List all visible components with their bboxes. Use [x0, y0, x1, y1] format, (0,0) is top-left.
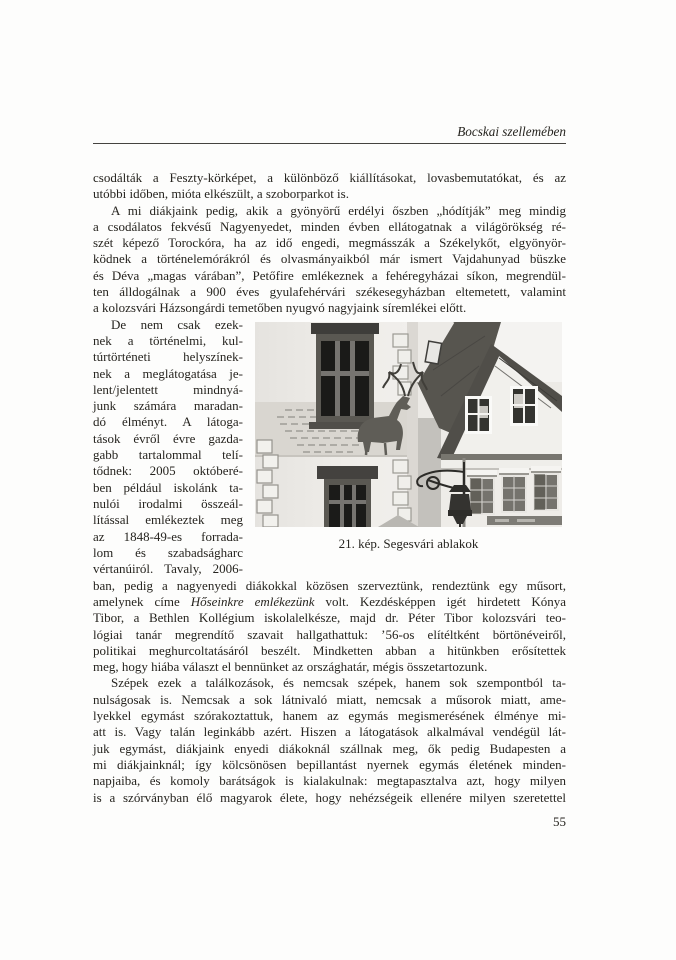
text-line: túrtörténeti helyszínek-: [93, 349, 243, 365]
text-line: vértanúiról. Tavaly, 2006-: [93, 561, 243, 577]
text-line: is a szórványban élő magyarok élete, hogy nehézségeik ellenére milyen szeretettel: [93, 789, 566, 805]
lower-windows: [467, 466, 561, 514]
text-line: szét képező Torockóra, ha az idő engedi, megmásszák a Székelykőt, elgyönyör-: [93, 235, 566, 251]
segesvar-windows-photo: [255, 322, 562, 527]
text-segment: volt. Kezdésképpen igét hirdetett Kónya: [314, 593, 566, 609]
italic-title: Hőseinkre emlékezünk: [190, 593, 315, 609]
text-line: politikai meghurcoltatásáról beszélt. Mindketten abban a hitünkben erősítettek: [93, 642, 566, 658]
text-line: juk egymást, diákjaink enyedi diákoknál szállnak meg, ők pedig Budapesten a: [93, 740, 566, 756]
text-line: meg, hogy hiába választ el bennünket az országhatár, mégis összetartozunk.: [93, 659, 488, 675]
text-line: lom és szabadságharc: [93, 544, 243, 560]
left-text-column: [93, 317, 243, 578]
text-line: dó élményt. A látoga-: [93, 414, 243, 430]
text-line: a kolozsvári Házsongárdi temetőben nyugvó nagyjaink síremlékei előtt.: [93, 300, 467, 316]
text-line: tődnek: 2005 októberé-: [93, 463, 243, 479]
text-line: ködnek a történelemórákról és olvasmányaikból már ismert Vajdahunyad büszke: [93, 251, 566, 267]
text-line: junk számára maradan-: [93, 398, 243, 414]
text-line: att is. Vagy talán leginkább azért. Hiszen a látogatások alkalmával vendégül lát-: [93, 724, 566, 740]
text-line: gabb tartalommal telí-: [93, 447, 243, 463]
text-line: lógiai tanár megrendítő szavait hallgathattuk: ’56-os elítéltként börtönéveiről,: [93, 626, 566, 642]
figure-caption: 21. kép. Segesvári ablakok: [338, 535, 479, 551]
text-line: lent/jelentett mindnyá-: [93, 381, 243, 397]
text-line: De nem csak ezek-: [111, 316, 243, 332]
text-line: Szépek ezek a találkozások, és nemcsak szépek, hanem sok szempontból ta-: [111, 675, 566, 691]
text-line: az 1848-49-es forrada-: [93, 528, 243, 544]
text-segment: amelynek címe: [93, 593, 191, 609]
running-header: [93, 124, 566, 144]
text-line: tások évről évre gazda-: [93, 430, 243, 446]
text-line: [93, 594, 566, 610]
text-line: nek a meglátogatása je-: [93, 365, 243, 381]
roof-skylight: [425, 341, 441, 364]
text-line: a csodálatos fekvésű Nagyenyedet, minden évben ellátogatnak a világörökség ré-: [93, 218, 566, 234]
gable-window-right: [510, 386, 538, 426]
running-header-title: Bocskai szellemében: [457, 124, 566, 139]
gable-window-left: [465, 396, 492, 434]
text-line: napjaiba, és komoly barátságok is kialakulnak: megtapasztalva azt, hogy milyen: [93, 773, 566, 789]
page-number: 55: [553, 814, 566, 829]
lower-window-left-building: [317, 466, 378, 527]
upper-window: [309, 323, 381, 429]
text-line: nulói irodalmi összeál-: [93, 495, 243, 511]
figure: [255, 322, 562, 551]
text-line: utóbbi időben, mióta elkészült, a szoborparkot is.: [93, 186, 349, 202]
text-line: és Déva „magas várában”, Petőfire emlékeznek a fehéregyházai síkon, megrendül-: [93, 267, 566, 283]
text-line: lyekkel egymást szórakoztattuk, hanem az egymás megismerésének élménye mi-: [93, 708, 566, 724]
text-and-figure-section: [93, 317, 566, 578]
text-line: nek a történelmi, kul-: [93, 332, 243, 348]
text-line: A mi diákjaink pedig, akik a gyönyörű erdélyi őszben „hódítják” meg mindig: [111, 202, 566, 218]
text-line: mi diákjainknál; így kölcsönösen bepillantást nyernek egymás életének minden-: [93, 756, 566, 772]
page-body: [93, 170, 566, 806]
text-line: ban, pedig a nagyenyedi diákokkal közösen szerveztünk, rendeztünk egy műsort,: [93, 577, 566, 593]
text-line: Tibor, a Bethlen Kollégium iskolalelkésze, majd dr. Péter Tibor kolozsvári teo-: [93, 610, 566, 626]
text-line: ten álldogálnak a 900 éves gyulafehérvári székesegyházban eltemetett, valamint: [93, 284, 566, 300]
text-line: nulságosak is. Nemcsak a sok látnivaló miatt, nemcsak a műsorok miatt, ame-: [93, 691, 566, 707]
text-line: csodálták a Feszty-körképet, a különböző kiállításokat, lovasbemutatókat, és az: [93, 170, 566, 185]
text-line: ben például iskolánk ta-: [93, 479, 243, 495]
text-line: lítással emlékeztek meg: [93, 512, 243, 528]
